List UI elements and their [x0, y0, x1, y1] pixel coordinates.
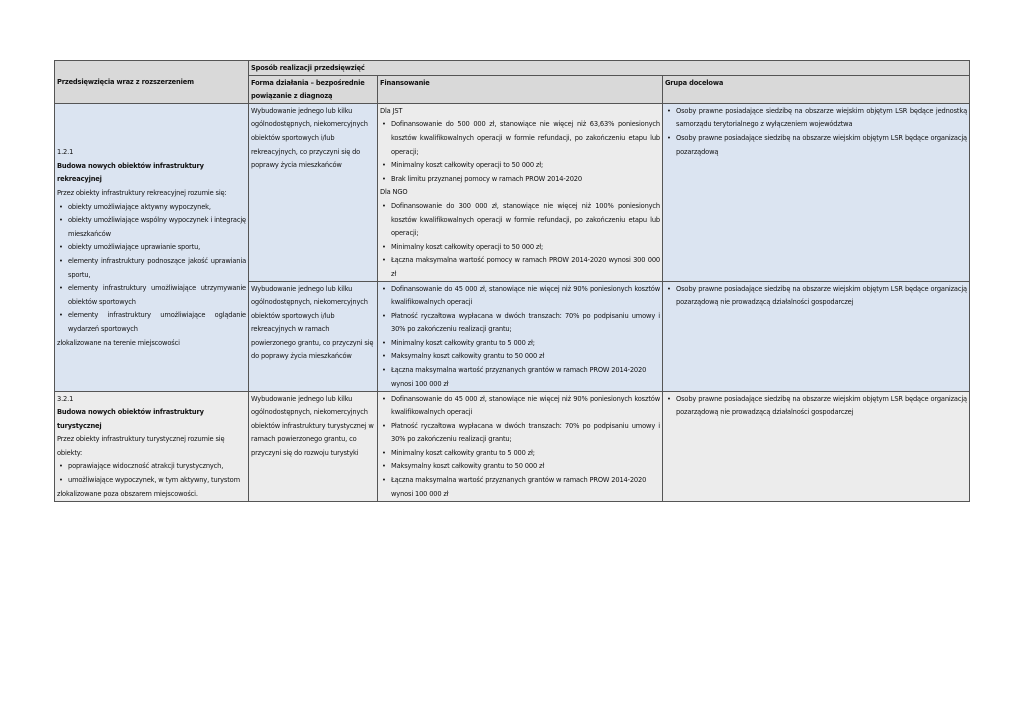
project-intro: Przez obiekty infrastruktury rekreacyjnej rozumie się: [57, 187, 227, 197]
list-item: • obiekty umożliwiające uprawianie sportu, [66, 240, 246, 254]
project-cell-3-2-1 [55, 391, 249, 501]
target-group-cell [663, 281, 970, 391]
financing-list [380, 392, 660, 501]
list-item: • Dofinansowanie do 300 000 zł, stanowiące nie więcej niż 100% poniesionych kosztów kwalifikowalnych operacji w formie refundacji, po zakończeniu etapu lub operacji; [389, 199, 660, 240]
target-list [665, 282, 967, 309]
header-implementation-method: Sposób realizacji przedsięwzięć [249, 61, 970, 76]
list-item: • obiekty umożliwiające aktywny wypoczynek, [66, 200, 246, 214]
project-outro: zlokalizowane na terenie miejscowości [57, 337, 180, 347]
action-form-cell: Wybudowanie jednego lub kilku ogólnodostępnych, niekomercyjnych obiektów sportowych i/lub rekreacyjnych w ramach powierzonego grantu, co przyczyni się do poprawy życia mieszkańców [249, 281, 378, 391]
list-item: • Płatność ryczałtowa wypłacana w dwóch transzach: 70% po podpisaniu umowy i 30% po zakończeniu realizacji grantu; [389, 419, 660, 446]
list-item: • Płatność ryczałtowa wypłacana w dwóch transzach: 70% po podpisaniu umowy i 30% po zakończeniu realizacji grantu; [389, 309, 660, 336]
list-item: • Osoby prawne posiadające siedzibę na obszarze wiejskim objętym LSR będące jednostką samorządu terytorialnego z wyłączeniem województwa [674, 104, 967, 131]
financing-list [380, 199, 660, 281]
projects-table [54, 60, 970, 502]
project-title: Budowa nowych obiektów infrastruktury turystycznej [57, 407, 204, 430]
list-item: • Minimalny koszt całkowity operacji to 50 000 zł; [389, 240, 660, 254]
list-item: • Dofinansowanie do 45 000 zł, stanowiące nie więcej niż 90% poniesionych kosztów kwalifikowalnych operacji [389, 282, 660, 309]
target-list [665, 104, 967, 158]
financing-cell [378, 281, 663, 391]
list-item: • Brak limitu przyznanej pomocy w ramach PROW 2014-2020 [389, 172, 660, 186]
list-item: • Łączna maksymalna wartość pomocy w ramach PROW 2014-2020 wynosi 300 000 zł [389, 253, 660, 280]
list-item: • Minimalny koszt całkowity operacji to 50 000 zł; [389, 158, 660, 172]
financing-list [380, 117, 660, 185]
target-list [665, 392, 967, 419]
list-item: • elementy infrastruktury umożliwiające utrzymywanie obiektów sportowych [66, 281, 246, 308]
list-item: • Minimalny koszt całkowity grantu to 5 000 zł; [389, 446, 660, 460]
list-item: • Osoby prawne posiadające siedzibę na obszarze wiejskim objętym LSR będące organizacją pozarządową nie prowadzącą działalności gospodarczej [674, 282, 967, 309]
financing-cell [378, 391, 663, 501]
list-item: • elementy infrastruktury podnoszące jakość uprawiania sportu, [66, 254, 246, 281]
project-code: 3.2.1 [57, 393, 74, 403]
list-item: • elementy infrastruktury umożliwiające oglądanie wydarzeń sportowych [66, 308, 246, 335]
list-item: • umożliwiające wypoczynek, w tym aktywny, turystom [66, 473, 246, 487]
header-target-group: Grupa docelowa [663, 75, 970, 103]
project-intro: Przez obiekty infrastruktury turystycznej rozumie się obiekty: [57, 434, 225, 457]
list-item: • Dofinansowanie do 500 000 zł, stanowiące nie więcej niż 63,63% poniesionych kosztów kwalifikowalnych operacji w formie refundacji, po zakończeniu etapu lub operacji; [389, 117, 660, 158]
project-title: Budowa nowych obiektów infrastruktury rekreacyjnej [57, 160, 204, 184]
financing-cell [378, 103, 663, 281]
list-item: • poprawiające widoczność atrakcji turystycznych, [66, 459, 246, 473]
action-form-cell: Wybudowanie jednego lub kilku ogólnodostępnych, niekomercyjnych obiektów sportowych i/lub rekreacyjnych, co przyczyni się do poprawy życia mieszkańców [249, 103, 378, 281]
list-item: • Dofinansowanie do 45 000 zł, stanowiące nie więcej niż 90% poniesionych kosztów kwalifikowalnych operacji [389, 392, 660, 419]
list-item: • obiekty umożliwiające wspólny wypoczynek i integrację mieszkańców [66, 213, 246, 240]
list-item: • Osoby prawne posiadające siedzibę na obszarze wiejskim objętym LSR będące organizacją pozarządową [674, 131, 967, 158]
list-item: • Maksymalny koszt całkowity grantu to 50 000 zł [389, 349, 660, 363]
header-action-form: Forma działania – bezpośrednie powiązanie z diagnozą [249, 75, 378, 103]
list-item: • Minimalny koszt całkowity grantu to 5 000 zł; [389, 336, 660, 350]
financing-list [380, 282, 660, 391]
list-item: • Osoby prawne posiadające siedzibę na obszarze wiejskim objętym LSR będące organizacją pozarządową nie prowadzącą działalności gospodarczej [674, 392, 967, 419]
list-item: • Łączna maksymalna wartość przyznanych grantów w ramach PROW 2014-2020 wynosi 100 000 zł [389, 473, 660, 500]
project-items-list [57, 200, 246, 336]
header-financing: Finansowanie [378, 75, 663, 103]
financing-group-label: Dla JST [380, 105, 403, 115]
project-cell-1-2-1 [55, 103, 249, 391]
target-group-cell [663, 391, 970, 501]
target-group-cell [663, 103, 970, 281]
list-item: • Łączna maksymalna wartość przyznanych grantów w ramach PROW 2014-2020 wynosi 100 000 zł [389, 363, 660, 390]
project-code: 1.2.1 [57, 147, 74, 157]
action-form-cell: Wybudowanie jednego lub kilku ogólnodostępnych, niekomercyjnych obiektów infrastruktury turystycznej w ramach powierzonego grantu, co przyczyni się do rozwoju turystyki [249, 391, 378, 501]
project-items-list [57, 459, 246, 486]
header-projects: Przedsięwzięcia wraz z rozszerzeniem [55, 61, 249, 104]
project-outro: zlokalizowane poza obszarem miejscowości. [57, 488, 198, 498]
list-item: • Maksymalny koszt całkowity grantu to 50 000 zł [389, 459, 660, 473]
financing-group-label: Dla NGO [380, 187, 408, 197]
